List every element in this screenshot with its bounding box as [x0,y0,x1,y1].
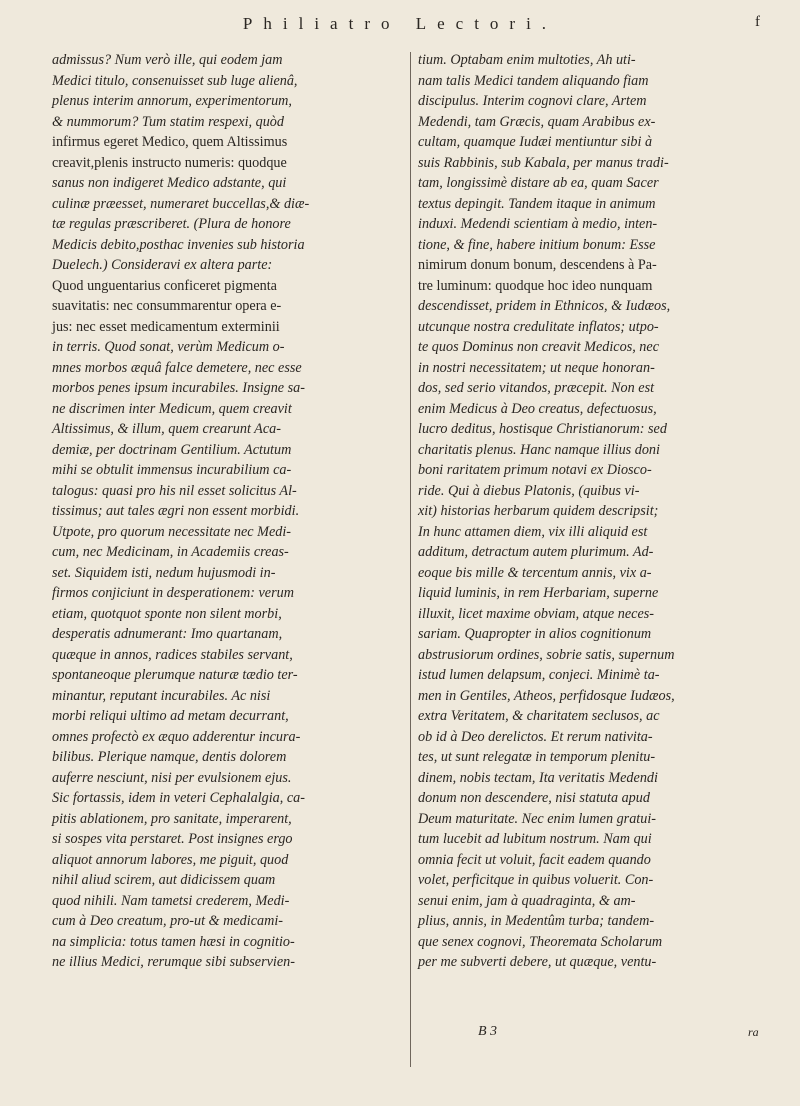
text-line: Sic fortassis, idem in veteri Cephalalgia, ca- [52,790,305,806]
text-line: ne illius Medici, rerumque sibi subservien- [52,954,295,970]
text-line: boni raritatem primum notavi ex Diosco- [418,462,652,478]
text-line: talogus: quasi pro his nil esset solicitus Al- [52,482,297,499]
text-line: istud lumen delapsum, conjeci. Minimè ta- [418,667,660,683]
text-line: additum, detractum autem plurimum. Ad- [418,544,654,560]
running-title: Philiatro Lectori. [242,14,558,33]
text-line: volet, perficitque in quibus voluerit. Con- [418,872,654,888]
text-line: mihi se obtulit immensus incurabilium ca- [52,462,292,478]
text-line: quod nihili. Nam tametsi crederem, Medi- [52,892,290,909]
text-line: plius, annis, in Medentûm turba; tandem- [418,913,655,929]
text-line: aliquot annorum labores, me piguit, quod [52,851,289,868]
text-line: etiam, quotquot sponte non silent morbi, [52,605,282,622]
text-line: Medicis debito,posthac invenies sub historia [52,236,305,253]
text-line: Duelech.) Consideravi ex altera parte: [52,257,273,273]
text-line: In hunc attamen diem, vix illi aliquid est [418,523,648,540]
text-line: dinem, nobis tectam, Ita veritatis Medendi [418,769,658,786]
text-line: demiæ, per doctrinam Gentilium. Actutum [52,441,292,458]
text-line: xit) historias herbarum quidem descripsit; [418,503,659,519]
text-line: te quos Dominus non creavit Medicos, nec [418,339,659,355]
text-line: pitis ablationem, pro sanitate, imperarent, [52,810,292,827]
text-line: textus depingit. Tandem itaque in animum [418,195,656,212]
text-line: lucro deditus, hostisque Christianorum: sed [418,421,667,437]
text-line: tione, & fine, habere initium bonum: Esse [418,236,656,253]
text-line: culinæ præesset, numeraret buccellas,& diæ- [52,195,310,212]
text-line: plenus interim annorum, experimentorum, [52,93,292,109]
text-line: cum à Deo creatum, pro-ut & medicami- [52,913,284,929]
text-line: set. Siquidem isti, nedum hujusmodi in- [52,564,276,581]
text-line: sanus non indigeret Medico adstante, qui [52,175,287,191]
text-line: Medici titulo, consenuisset sub luge alienâ, [52,72,298,89]
text-line: omnia fecit ut voluit, facit eadem quando [418,851,651,868]
text-line: men in Gentiles, Atheos, perfidosque Iudæos, [418,687,675,704]
text-line: discipulus. Interim cognovi clare, Artem [418,93,647,109]
text-line: sariam. Quapropter in alios cognitionum [418,626,652,642]
text-line: spontaneoque plerumque naturæ tædio ter- [52,667,298,683]
text-line: bilibus. Plerique namque, dentis dolorem [52,749,287,765]
text-line: liquid luminis, in rem Herbariam, superne [418,585,659,601]
text-line: firmos conjiciunt in desperationem: verum [52,585,294,601]
text-line: Deum maturitate. Nec enim lumen gratui- [418,810,656,827]
right-column [418,50,770,973]
text-line: nimirum donum bonum, descendens à Pa- [418,257,657,273]
text-line: suavitatis: nec consummarentur opera e- [52,298,282,314]
text-line: admissus? Num verò ille, qui eodem jam [52,52,283,68]
text-line: senui enim, jam à quadraginta, & am- [418,892,636,909]
text-line: dos, sed serio vitandos, præcepit. Non est [418,380,655,396]
text-line: morbos penes ipsum incurabiles. Insigne sa- [52,380,305,396]
text-line: mnes morbos æquâ falce demetere, nec esse [52,359,302,376]
text-line: minantur, reputant incurabiles. Ac nisi [52,687,271,704]
text-line: tre luminum: quodque hoc ideo nunquam [418,277,653,294]
text-line: per me subverti debere, ut quæque, ventu- [418,954,657,970]
text-line: & nummorum? Tum statim respexi, quòd [52,113,284,130]
text-line: ne discrimen inter Medicum, quem creavit [52,400,292,417]
text-line: que senex cognovi, Theoremata Scholarum [418,933,663,950]
signature-mark: B 3 [478,1024,498,1039]
text-line: cultam, quamque Iudæi mentiuntur sibi à [418,134,653,150]
text-line: nihil aliud scirem, aut didicissem quam [52,872,276,888]
text-line: morbi reliqui ultimo ad metam decurrant, [52,708,289,724]
text-line: omnes profectò ex æquo adderentur incura- [52,728,301,745]
left-column [52,50,407,973]
text-line: tes, ut sunt relegatæ in temporum plenitu- [418,749,656,765]
page-mark: f [755,14,760,30]
text-line: extra Veritatem, & charitatem seclusos, ac [418,708,660,724]
text-line: Utpote, pro quorum necessitate nec Medi- [52,523,292,540]
text-line: Altissimus, & illum, quem crearunt Aca- [52,421,281,437]
text-line: donum non descendere, nisi statuta apud [418,790,650,806]
text-line: enim Medicus à Deo creatus, defectuosus, [418,400,657,417]
text-line: Quod unguentarius conficeret pigmenta [52,277,277,294]
text-line: ride. Qui à diebus Platonis, (quibus vi- [418,482,640,499]
text-line: tissimus; aut tales ægri non essent morbidi. [52,503,300,519]
text-line: cum, nec Medicinam, in Academiis creas- [52,544,289,560]
text-line: infirmus egeret Medico, quem Altissimus [52,134,288,150]
text-line: Medendi, tam Græcis, quam Arabibus ex- [418,113,656,130]
column-rule [410,52,411,1067]
text-line: tam, longissimè distare ab ea, quam Sacer [418,175,659,191]
text-line: induxi. Medendi scientiam à medio, inten- [418,216,658,232]
text-line: si sospes vita perstaret. Post insignes ergo [52,831,293,847]
text-line: ob id à Deo derelictos. Et rerum nativita- [418,728,653,745]
text-line: in terris. Quod sonat, verùm Medicum o- [52,339,285,355]
text-line: suis Rabbinis, sub Kabala, per manus tradi- [418,154,669,171]
text-line: jus: nec esset medicamentum exterminii [52,318,280,335]
text-line: in nostri necessitatem; ut neque honoran- [418,359,655,376]
text-line: tium. Optabam enim multoties, Ah uti- [418,52,636,68]
text-line: utcunque nostra credulitate inflatos; utpo- [418,318,659,335]
text-line: abstrusiorum ordines, sobrie satis, supernum [418,646,675,663]
text-line: illuxit, licet maxime obviam, atque neces- [418,605,654,622]
text-line: tæ regulas præscriberet. (Plura de honore [52,216,291,232]
text-line: descendisset, pridem in Ethnicos, & Iudæos, [418,298,671,314]
running-header [0,14,800,40]
text-line: quæque in annos, radices stabiles servant, [52,646,293,663]
text-line: charitatis plenus. Hanc namque illius doni [418,441,660,458]
text-line: creavit,plenis instructo numeris: quodque [52,154,287,171]
text-line: nam talis Medici tandem aliquando fiam [418,72,649,89]
text-line: eoque bis mille & tercentum annis, vix a- [418,564,652,581]
text-line: desperatis adnumerant: Imo quartanam, [52,626,283,642]
text-line: auferre nesciunt, nisi per evulsionem ejus. [52,769,292,786]
catchword: ra [748,1025,759,1039]
text-line: tum lucebit ad lubitum nostrum. Nam qui [418,831,652,847]
text-line: na simplicia: totus tamen hæsi in cognitio- [52,933,295,950]
